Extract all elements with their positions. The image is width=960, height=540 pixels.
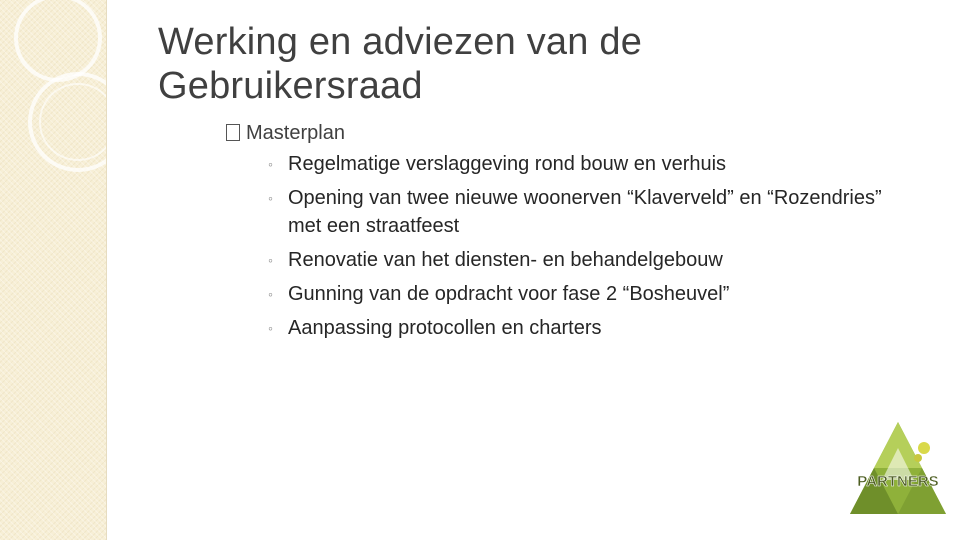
bullet-level1-masterplan	[226, 120, 886, 146]
list-item: ◦ Aanpassing protocollen en charters	[268, 314, 886, 342]
logo-text: PARTNERS	[857, 473, 939, 490]
list-item: ◦ Opening van twee nieuwe woonerven “Klaverveld” en “Rozendries” met een straatfeest	[268, 184, 886, 240]
circle-bullet-icon: ◦	[268, 320, 273, 336]
circle-bullet-icon: ◦	[268, 286, 273, 302]
square-bullet-icon	[226, 124, 240, 141]
circle-bullet-icon: ◦	[268, 252, 273, 268]
list-item: ◦ Regelmatige verslaggeving rond bouw en verhuis	[268, 150, 886, 178]
list-item: ◦ Gunning van de opdracht voor fase 2 “Bosheuvel”	[268, 280, 886, 308]
title-line-2: Gebruikersraad	[158, 65, 423, 107]
circle-bullet-icon: ◦	[268, 156, 273, 172]
slide-title	[158, 20, 642, 108]
triangle-logo-icon	[850, 422, 946, 514]
bullet-list	[226, 120, 886, 348]
circle-bullet-icon: ◦	[268, 190, 273, 206]
list-item: ◦ Renovatie van het diensten- en behandelgebouw	[268, 246, 886, 274]
sub-bullet-list	[226, 150, 886, 342]
section-label: Masterplan	[246, 122, 345, 144]
decorative-side-panel	[0, 0, 107, 540]
decorative-circles	[0, 0, 106, 540]
partners-logo	[846, 418, 950, 520]
title-line-1: Werking en adviezen van de	[158, 21, 643, 63]
